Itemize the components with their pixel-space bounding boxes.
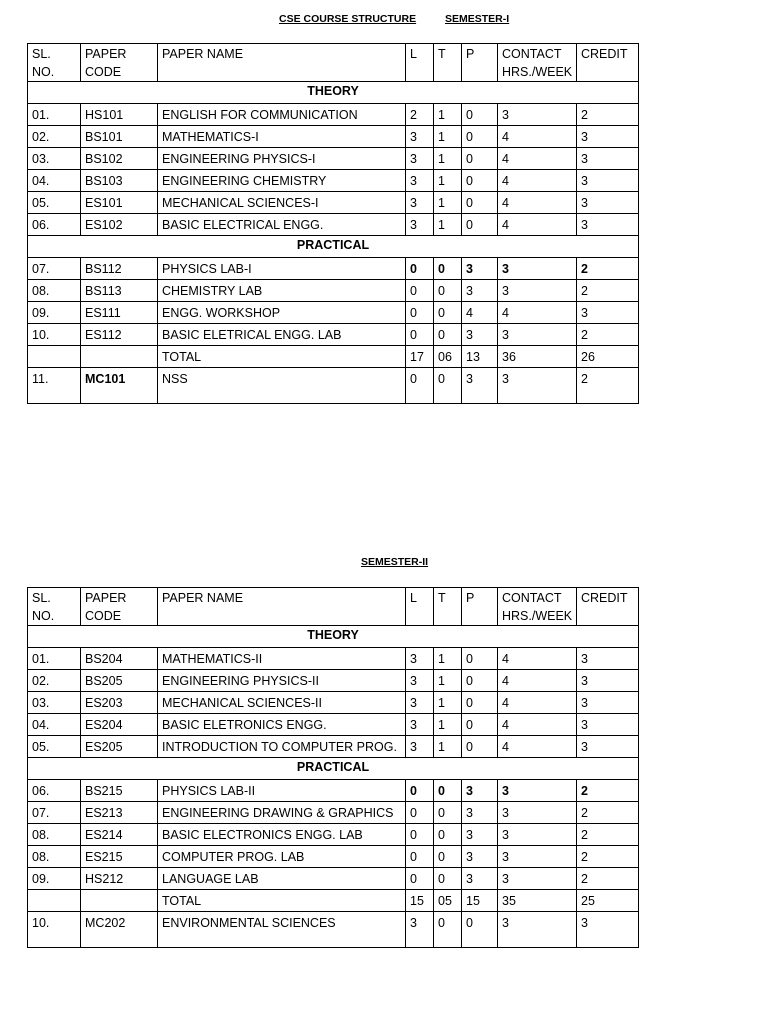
cell-credit: 3	[577, 736, 639, 758]
cell-sl-no: 06.	[28, 214, 81, 236]
cell-paper-name: NSS	[158, 368, 406, 404]
section-row-practical	[28, 236, 639, 258]
cell-t: 1	[434, 692, 462, 714]
course-row	[28, 104, 639, 126]
cell-sl-no: 08.	[28, 280, 81, 302]
cell-contact: 4	[498, 126, 577, 148]
cell-paper-name: ENGINEERING PHYSICS-II	[158, 670, 406, 692]
mandatory-course-row	[28, 368, 639, 404]
cell-t: 1	[434, 648, 462, 670]
cell-t: 0	[434, 258, 462, 280]
cell-l: 3	[406, 170, 434, 192]
cell-p: 0	[462, 214, 498, 236]
cell-l: 3	[406, 714, 434, 736]
header-paper-code: PAPER CODE	[81, 44, 158, 82]
cell-l: 0	[406, 824, 434, 846]
cell-p: 0	[462, 648, 498, 670]
cell-credit: 3	[577, 192, 639, 214]
cell-sl-no: 01.	[28, 104, 81, 126]
header-p: P	[462, 44, 498, 82]
cell-t: 0	[434, 802, 462, 824]
cell-p: 0	[462, 148, 498, 170]
cell-sl-no: 02.	[28, 670, 81, 692]
cell-t: 1	[434, 214, 462, 236]
cell-paper-name: ENGINEERING DRAWING & GRAPHICS	[158, 802, 406, 824]
cell-paper-code: ES102	[81, 214, 158, 236]
cell-sl-no: 08.	[28, 824, 81, 846]
cell-l: 3	[406, 148, 434, 170]
cell-contact: 4	[498, 302, 577, 324]
section-row-theory	[28, 626, 639, 648]
cell-credit: 2	[577, 780, 639, 802]
cell-credit: 3	[577, 170, 639, 192]
cell-credit: 3	[577, 126, 639, 148]
cell-contact: 3	[498, 104, 577, 126]
cell-p: 3	[462, 868, 498, 890]
cell-l: 0	[406, 802, 434, 824]
cell-paper-name: BASIC ELECTRICAL ENGG.	[158, 214, 406, 236]
total-row	[28, 890, 639, 912]
cell-sl-no: 08.	[28, 846, 81, 868]
total-t: 06	[434, 346, 462, 368]
cell-sl-no: 06.	[28, 780, 81, 802]
cell-paper-code: ES101	[81, 192, 158, 214]
course-structure-title: CSE COURSE STRUCTURE	[279, 13, 417, 25]
cell-t: 0	[434, 846, 462, 868]
cell-l: 0	[406, 324, 434, 346]
cell-paper-code: ES203	[81, 692, 158, 714]
total-empty-sl	[28, 346, 81, 368]
cell-credit: 2	[577, 104, 639, 126]
cell-sl-no: 07.	[28, 802, 81, 824]
cell-sl-no: 04.	[28, 170, 81, 192]
section-label-theory: THEORY	[28, 82, 639, 104]
cell-t: 0	[434, 368, 462, 404]
cell-sl-no: 09.	[28, 302, 81, 324]
cell-contact: 4	[498, 214, 577, 236]
header-paper-code: PAPER CODE	[81, 588, 158, 626]
cell-paper-name: LANGUAGE LAB	[158, 868, 406, 890]
cell-t: 0	[434, 912, 462, 948]
cell-sl-no: 09.	[28, 868, 81, 890]
cell-t: 0	[434, 280, 462, 302]
section-label-theory: THEORY	[28, 626, 639, 648]
cell-t: 0	[434, 780, 462, 802]
semester-2-table	[27, 587, 639, 948]
cell-contact: 4	[498, 714, 577, 736]
cell-t: 1	[434, 192, 462, 214]
cell-paper-name: COMPUTER PROG. LAB	[158, 846, 406, 868]
course-row	[28, 324, 639, 346]
cell-paper-name: BASIC ELETRONICS ENGG.	[158, 714, 406, 736]
cell-p: 0	[462, 670, 498, 692]
cell-credit: 3	[577, 692, 639, 714]
cell-paper-name: ENGINEERING CHEMISTRY	[158, 170, 406, 192]
cell-credit: 2	[577, 846, 639, 868]
cell-contact: 3	[498, 868, 577, 890]
cell-paper-code: BS102	[81, 148, 158, 170]
course-row	[28, 148, 639, 170]
cell-l: 0	[406, 258, 434, 280]
cell-contact: 3	[498, 824, 577, 846]
cell-contact: 4	[498, 170, 577, 192]
cell-p: 3	[462, 324, 498, 346]
cell-sl-no: 10.	[28, 912, 81, 948]
cell-contact: 3	[498, 780, 577, 802]
total-empty-code	[81, 346, 158, 368]
cell-t: 1	[434, 104, 462, 126]
course-row	[28, 824, 639, 846]
total-contact: 36	[498, 346, 577, 368]
course-row	[28, 302, 639, 324]
course-row	[28, 736, 639, 758]
total-p: 15	[462, 890, 498, 912]
total-l: 17	[406, 346, 434, 368]
semester-2-heading: SEMESTER-II	[361, 556, 429, 568]
cell-p: 3	[462, 368, 498, 404]
cell-sl-no: 03.	[28, 148, 81, 170]
course-row	[28, 126, 639, 148]
course-row	[28, 714, 639, 736]
cell-l: 3	[406, 214, 434, 236]
cell-t: 1	[434, 714, 462, 736]
header-l: L	[406, 588, 434, 626]
header-paper-name: PAPER NAME	[158, 44, 406, 82]
cell-p: 3	[462, 846, 498, 868]
cell-paper-name: MATHEMATICS-II	[158, 648, 406, 670]
cell-t: 1	[434, 170, 462, 192]
cell-paper-name: BASIC ELECTRONICS ENGG. LAB	[158, 824, 406, 846]
cell-paper-code: BS112	[81, 258, 158, 280]
cell-t: 0	[434, 324, 462, 346]
total-l: 15	[406, 890, 434, 912]
cell-paper-code: BS101	[81, 126, 158, 148]
table-header-row	[28, 44, 639, 82]
cell-l: 2	[406, 104, 434, 126]
cell-credit: 2	[577, 368, 639, 404]
cell-contact: 3	[498, 912, 577, 948]
cell-p: 0	[462, 714, 498, 736]
total-row	[28, 346, 639, 368]
cell-contact: 3	[498, 368, 577, 404]
total-p: 13	[462, 346, 498, 368]
cell-l: 0	[406, 846, 434, 868]
cell-paper-code: MC202	[81, 912, 158, 948]
cell-paper-code: BS103	[81, 170, 158, 192]
cell-credit: 2	[577, 868, 639, 890]
cell-l: 0	[406, 302, 434, 324]
cell-t: 1	[434, 670, 462, 692]
course-row	[28, 170, 639, 192]
course-row	[28, 670, 639, 692]
course-row	[28, 214, 639, 236]
cell-p: 3	[462, 258, 498, 280]
cell-p: 4	[462, 302, 498, 324]
section-row-theory	[28, 82, 639, 104]
header-t: T	[434, 44, 462, 82]
cell-contact: 4	[498, 736, 577, 758]
cell-l: 3	[406, 670, 434, 692]
section-row-practical	[28, 758, 639, 780]
cell-sl-no: 07.	[28, 258, 81, 280]
cell-t: 1	[434, 736, 462, 758]
total-label: TOTAL	[158, 890, 406, 912]
course-row	[28, 258, 639, 280]
cell-contact: 3	[498, 258, 577, 280]
header-l: L	[406, 44, 434, 82]
cell-l: 0	[406, 280, 434, 302]
header-contact-hours: CONTACT HRS./WEEK	[498, 44, 577, 82]
course-row	[28, 648, 639, 670]
cell-paper-code: BS204	[81, 648, 158, 670]
cell-sl-no: 04.	[28, 714, 81, 736]
cell-sl-no: 03.	[28, 692, 81, 714]
cell-p: 3	[462, 780, 498, 802]
total-label: TOTAL	[158, 346, 406, 368]
cell-t: 0	[434, 824, 462, 846]
cell-contact: 4	[498, 670, 577, 692]
cell-p: 3	[462, 824, 498, 846]
cell-sl-no: 02.	[28, 126, 81, 148]
cell-paper-code: MC101	[81, 368, 158, 404]
cell-paper-name: ENVIRONMENTAL SCIENCES	[158, 912, 406, 948]
cell-credit: 3	[577, 648, 639, 670]
section-label-practical: PRACTICAL	[28, 236, 639, 258]
cell-credit: 3	[577, 714, 639, 736]
cell-paper-name: MECHANICAL SCIENCES-II	[158, 692, 406, 714]
cell-p: 0	[462, 692, 498, 714]
cell-l: 3	[406, 648, 434, 670]
cell-p: 3	[462, 280, 498, 302]
cell-paper-code: ES213	[81, 802, 158, 824]
cell-credit: 3	[577, 148, 639, 170]
cell-paper-name: MATHEMATICS-I	[158, 126, 406, 148]
header-credit: CREDIT	[577, 44, 639, 82]
cell-p: 0	[462, 104, 498, 126]
total-t: 05	[434, 890, 462, 912]
cell-l: 0	[406, 780, 434, 802]
semester-1-heading: SEMESTER-I	[445, 13, 510, 25]
cell-credit: 2	[577, 824, 639, 846]
cell-paper-name: MECHANICAL SCIENCES-I	[158, 192, 406, 214]
cell-l: 3	[406, 912, 434, 948]
course-row	[28, 802, 639, 824]
total-empty-sl	[28, 890, 81, 912]
cell-contact: 3	[498, 280, 577, 302]
cell-paper-name: INTRODUCTION TO COMPUTER PROG.	[158, 736, 406, 758]
cell-contact: 3	[498, 846, 577, 868]
cell-paper-code: ES205	[81, 736, 158, 758]
header-p: P	[462, 588, 498, 626]
cell-t: 0	[434, 868, 462, 890]
cell-contact: 4	[498, 148, 577, 170]
cell-l: 0	[406, 868, 434, 890]
cell-credit: 2	[577, 258, 639, 280]
cell-credit: 3	[577, 670, 639, 692]
mandatory-course-row	[28, 912, 639, 948]
semester-1-table	[27, 43, 639, 404]
cell-paper-code: BS113	[81, 280, 158, 302]
cell-sl-no: 11.	[28, 368, 81, 404]
cell-paper-name: ENGLISH FOR COMMUNICATION	[158, 104, 406, 126]
cell-sl-no: 10.	[28, 324, 81, 346]
cell-paper-code: BS215	[81, 780, 158, 802]
cell-sl-no: 05.	[28, 192, 81, 214]
header-contact-hours: CONTACT HRS./WEEK	[498, 588, 577, 626]
cell-paper-code: HS212	[81, 868, 158, 890]
cell-contact: 4	[498, 192, 577, 214]
cell-paper-code: HS101	[81, 104, 158, 126]
course-row	[28, 846, 639, 868]
header-sl-no: SL. NO.	[28, 588, 81, 626]
course-row	[28, 192, 639, 214]
cell-l: 0	[406, 368, 434, 404]
cell-credit: 2	[577, 280, 639, 302]
total-empty-code	[81, 890, 158, 912]
cell-paper-code: ES215	[81, 846, 158, 868]
cell-paper-name: ENGINEERING PHYSICS-I	[158, 148, 406, 170]
course-row	[28, 868, 639, 890]
total-credit: 26	[577, 346, 639, 368]
cell-contact: 3	[498, 802, 577, 824]
cell-paper-code: ES112	[81, 324, 158, 346]
cell-contact: 4	[498, 648, 577, 670]
cell-paper-code: BS205	[81, 670, 158, 692]
cell-sl-no: 05.	[28, 736, 81, 758]
cell-paper-name: PHYSICS LAB-II	[158, 780, 406, 802]
cell-paper-code: ES214	[81, 824, 158, 846]
header-paper-name: PAPER NAME	[158, 588, 406, 626]
cell-paper-name: ENGG. WORKSHOP	[158, 302, 406, 324]
cell-t: 1	[434, 126, 462, 148]
cell-p: 0	[462, 170, 498, 192]
course-row	[28, 780, 639, 802]
cell-paper-name: CHEMISTRY LAB	[158, 280, 406, 302]
cell-p: 3	[462, 802, 498, 824]
cell-l: 3	[406, 692, 434, 714]
cell-credit: 3	[577, 214, 639, 236]
course-row	[28, 692, 639, 714]
cell-contact: 3	[498, 324, 577, 346]
cell-paper-code: ES204	[81, 714, 158, 736]
section-label-practical: PRACTICAL	[28, 758, 639, 780]
cell-t: 0	[434, 302, 462, 324]
header-credit: CREDIT	[577, 588, 639, 626]
header-t: T	[434, 588, 462, 626]
cell-credit: 3	[577, 912, 639, 948]
cell-sl-no: 01.	[28, 648, 81, 670]
cell-credit: 2	[577, 324, 639, 346]
cell-paper-name: PHYSICS LAB-I	[158, 258, 406, 280]
cell-credit: 2	[577, 802, 639, 824]
cell-paper-code: ES111	[81, 302, 158, 324]
cell-paper-name: BASIC ELETRICAL ENGG. LAB	[158, 324, 406, 346]
header-sl-no: SL. NO.	[28, 44, 81, 82]
cell-l: 3	[406, 192, 434, 214]
cell-l: 3	[406, 126, 434, 148]
cell-contact: 4	[498, 692, 577, 714]
cell-credit: 3	[577, 302, 639, 324]
cell-p: 0	[462, 912, 498, 948]
table-header-row	[28, 588, 639, 626]
course-row	[28, 280, 639, 302]
cell-p: 0	[462, 126, 498, 148]
cell-t: 1	[434, 148, 462, 170]
cell-p: 0	[462, 736, 498, 758]
cell-p: 0	[462, 192, 498, 214]
total-credit: 25	[577, 890, 639, 912]
cell-l: 3	[406, 736, 434, 758]
total-contact: 35	[498, 890, 577, 912]
